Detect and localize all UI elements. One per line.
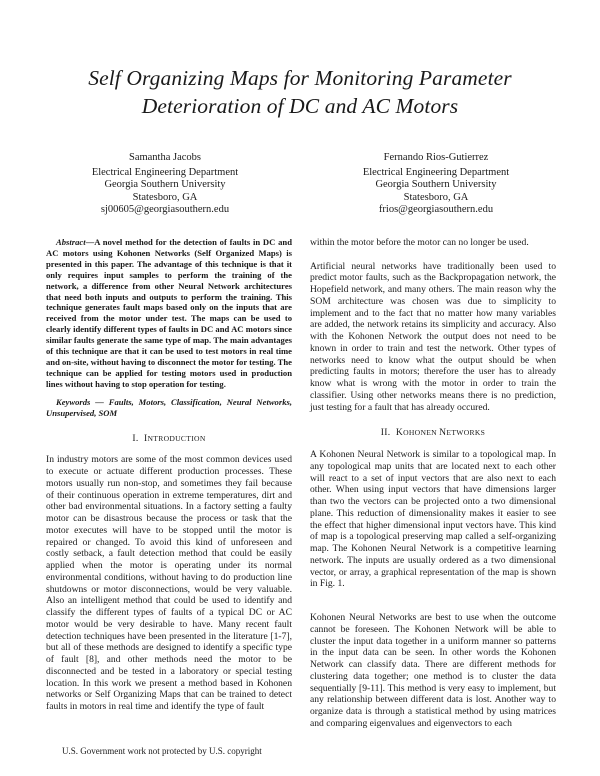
title-line-1: Self Organizing Maps for Monitoring Parameter	[88, 66, 512, 90]
intro-paragraph: In industry motors are some of the most common devices used to execute or actuate different production processes. These motors usually run non-stop, and sometimes they fail because of their continuous operation in extreme temperatures, dirt and other bad environmental situations. In a factory setting a faulty motor can be disastrous because the process or task that the motor executes will have to be stopped until the motor is repaired or changed. To avoid this kind of unforeseen and costly setback, a fault detection method that could be easily applied when the motor is operating under its normal environmental conditions, without having to do production line shutdowns or motor disconnections, would be very valuable. Also an intelligent method that could be used to identify and classify the different types of faults of a typical DC or AC motor would be very desirable to have. Many recent fault detection techniques have been presented in the literature [1-7], but all of these methods are designed to identify a specific type of fault [8], and other methods need the motor to be disconnected and be tested in a laboratory or special testing location. In this work we present a method based in Kohonen networks or Self Organizing Maps that can be trained to detect faults in motors in real time and identify the type of fault	[46, 454, 292, 712]
author-city: Statesboro, GA	[403, 191, 469, 203]
author-department: Electrical Engineering Department	[91, 166, 239, 178]
section-heading-kohonen-networks: II. KOHONEN NETWORKS	[380, 427, 486, 439]
author-name: Samantha Jacobs	[128, 152, 202, 163]
kohonen-paragraph-2: Kohonen Neural Networks are best to use when the outcome cannot be foreseen. The Kohonen Network will be able to cluster the input data together in a uniform manner so patterns in the input data can be seen. In other words the Kohonen Network can classify data. There are different methods for clustering data together; one method is to cluster the data sequentially [9-11]. This method is very easy to implement, but any relationship between different data is lost. Another way to organize data is through a statistical method by using matrices and comparing eigenvalues and eigenvectors to each	[310, 612, 556, 729]
author-block-1	[50, 152, 280, 217]
keywords: Keywords — Faults, Motors, Classification, Neural Networks, Unsupervised, SOM	[46, 396, 292, 418]
author-university: Georgia Southern University	[375, 179, 497, 191]
author-name: Fernando Rios-Gutierrez	[383, 152, 489, 163]
abstract-text: —A novel method for the detection of faults in DC and AC motors using Kohonen Networks (Self Organized Maps) is presented in this paper. The advantage of this technique is that it only requires input samples to perform the training of the network, a difference from other Neural Network architectures that need both inputs and outputs to perform the training. This technique generates fault maps based only on the inputs that are received from the motor under test. The maps can be used to clearly identify different types of faults in DC and AC motors since similar faults generate the same type of map. The main advantages of this technique are that it can be used to test motors in real time and on-site, without having to disconnect the motor for testing. The technique can be applied for testing motors used in production lines without having to stop operation for testing.	[46, 237, 292, 389]
section-heading-introduction: I. INTRODUCTION	[132, 432, 206, 444]
author-department: Electrical Engineering Department	[362, 166, 510, 178]
continued-paragraph: within the motor before the motor can no longer be used.	[310, 237, 529, 248]
abstract-label: Abstract	[56, 237, 86, 247]
author-email: frios@georgiasouthern.edu	[378, 204, 494, 216]
paper-title	[40, 64, 560, 120]
right-column	[310, 237, 556, 730]
author-university: Georgia Southern University	[104, 179, 226, 191]
copyright-footer: U.S. Government work not protected by U.S. copyright	[62, 746, 262, 756]
abstract	[46, 237, 292, 390]
left-column	[46, 237, 292, 713]
author-email: sj00605@georgiasouthern.edu	[100, 204, 230, 216]
ann-paragraph: Artificial neural networks have traditionally been used to predict motor faults, such as the Backpropagation network, the Hopefield network, and many others. The main reason why the SOM architecture was chosen was due to simplicity to implement and to the fact that no matter how many variables are added, the network retains its simplicity and accuracy. Also with the Kohonen Network the output does not need to be known in order to train and test the network. Other types of networks need to know what the output should be when predicting faults in motors; therefore the user has to already know what is wrong with the motor in order to train the classifier. Using other networks means there is no prediction, just testing for a fault that has already occured.	[310, 260, 556, 413]
author-city: Statesboro, GA	[132, 191, 198, 203]
kohonen-paragraph-1: A Kohonen Neural Network is similar to a topological map. In any topological map units that are located next to each other will react to a set of input vectors that are also next to each other. When using input vectors that have dimensions larger than two the vectors can be projected onto a two dimensional plane. This reduction of dimensionality makes it easier to see the effect that higher dimensional input vectors have. This kind of map is a topological preserving map called a self-organizing map. The Kohonen Neural Network is a competitive learning network. The inputs are usually ordered as a two dimensional vector, or array, a graphical representation of the map is shown in Fig. 1.	[310, 449, 556, 590]
title-line-2: Deterioration of DC and AC Motors	[141, 94, 459, 118]
author-block-2	[321, 152, 551, 217]
